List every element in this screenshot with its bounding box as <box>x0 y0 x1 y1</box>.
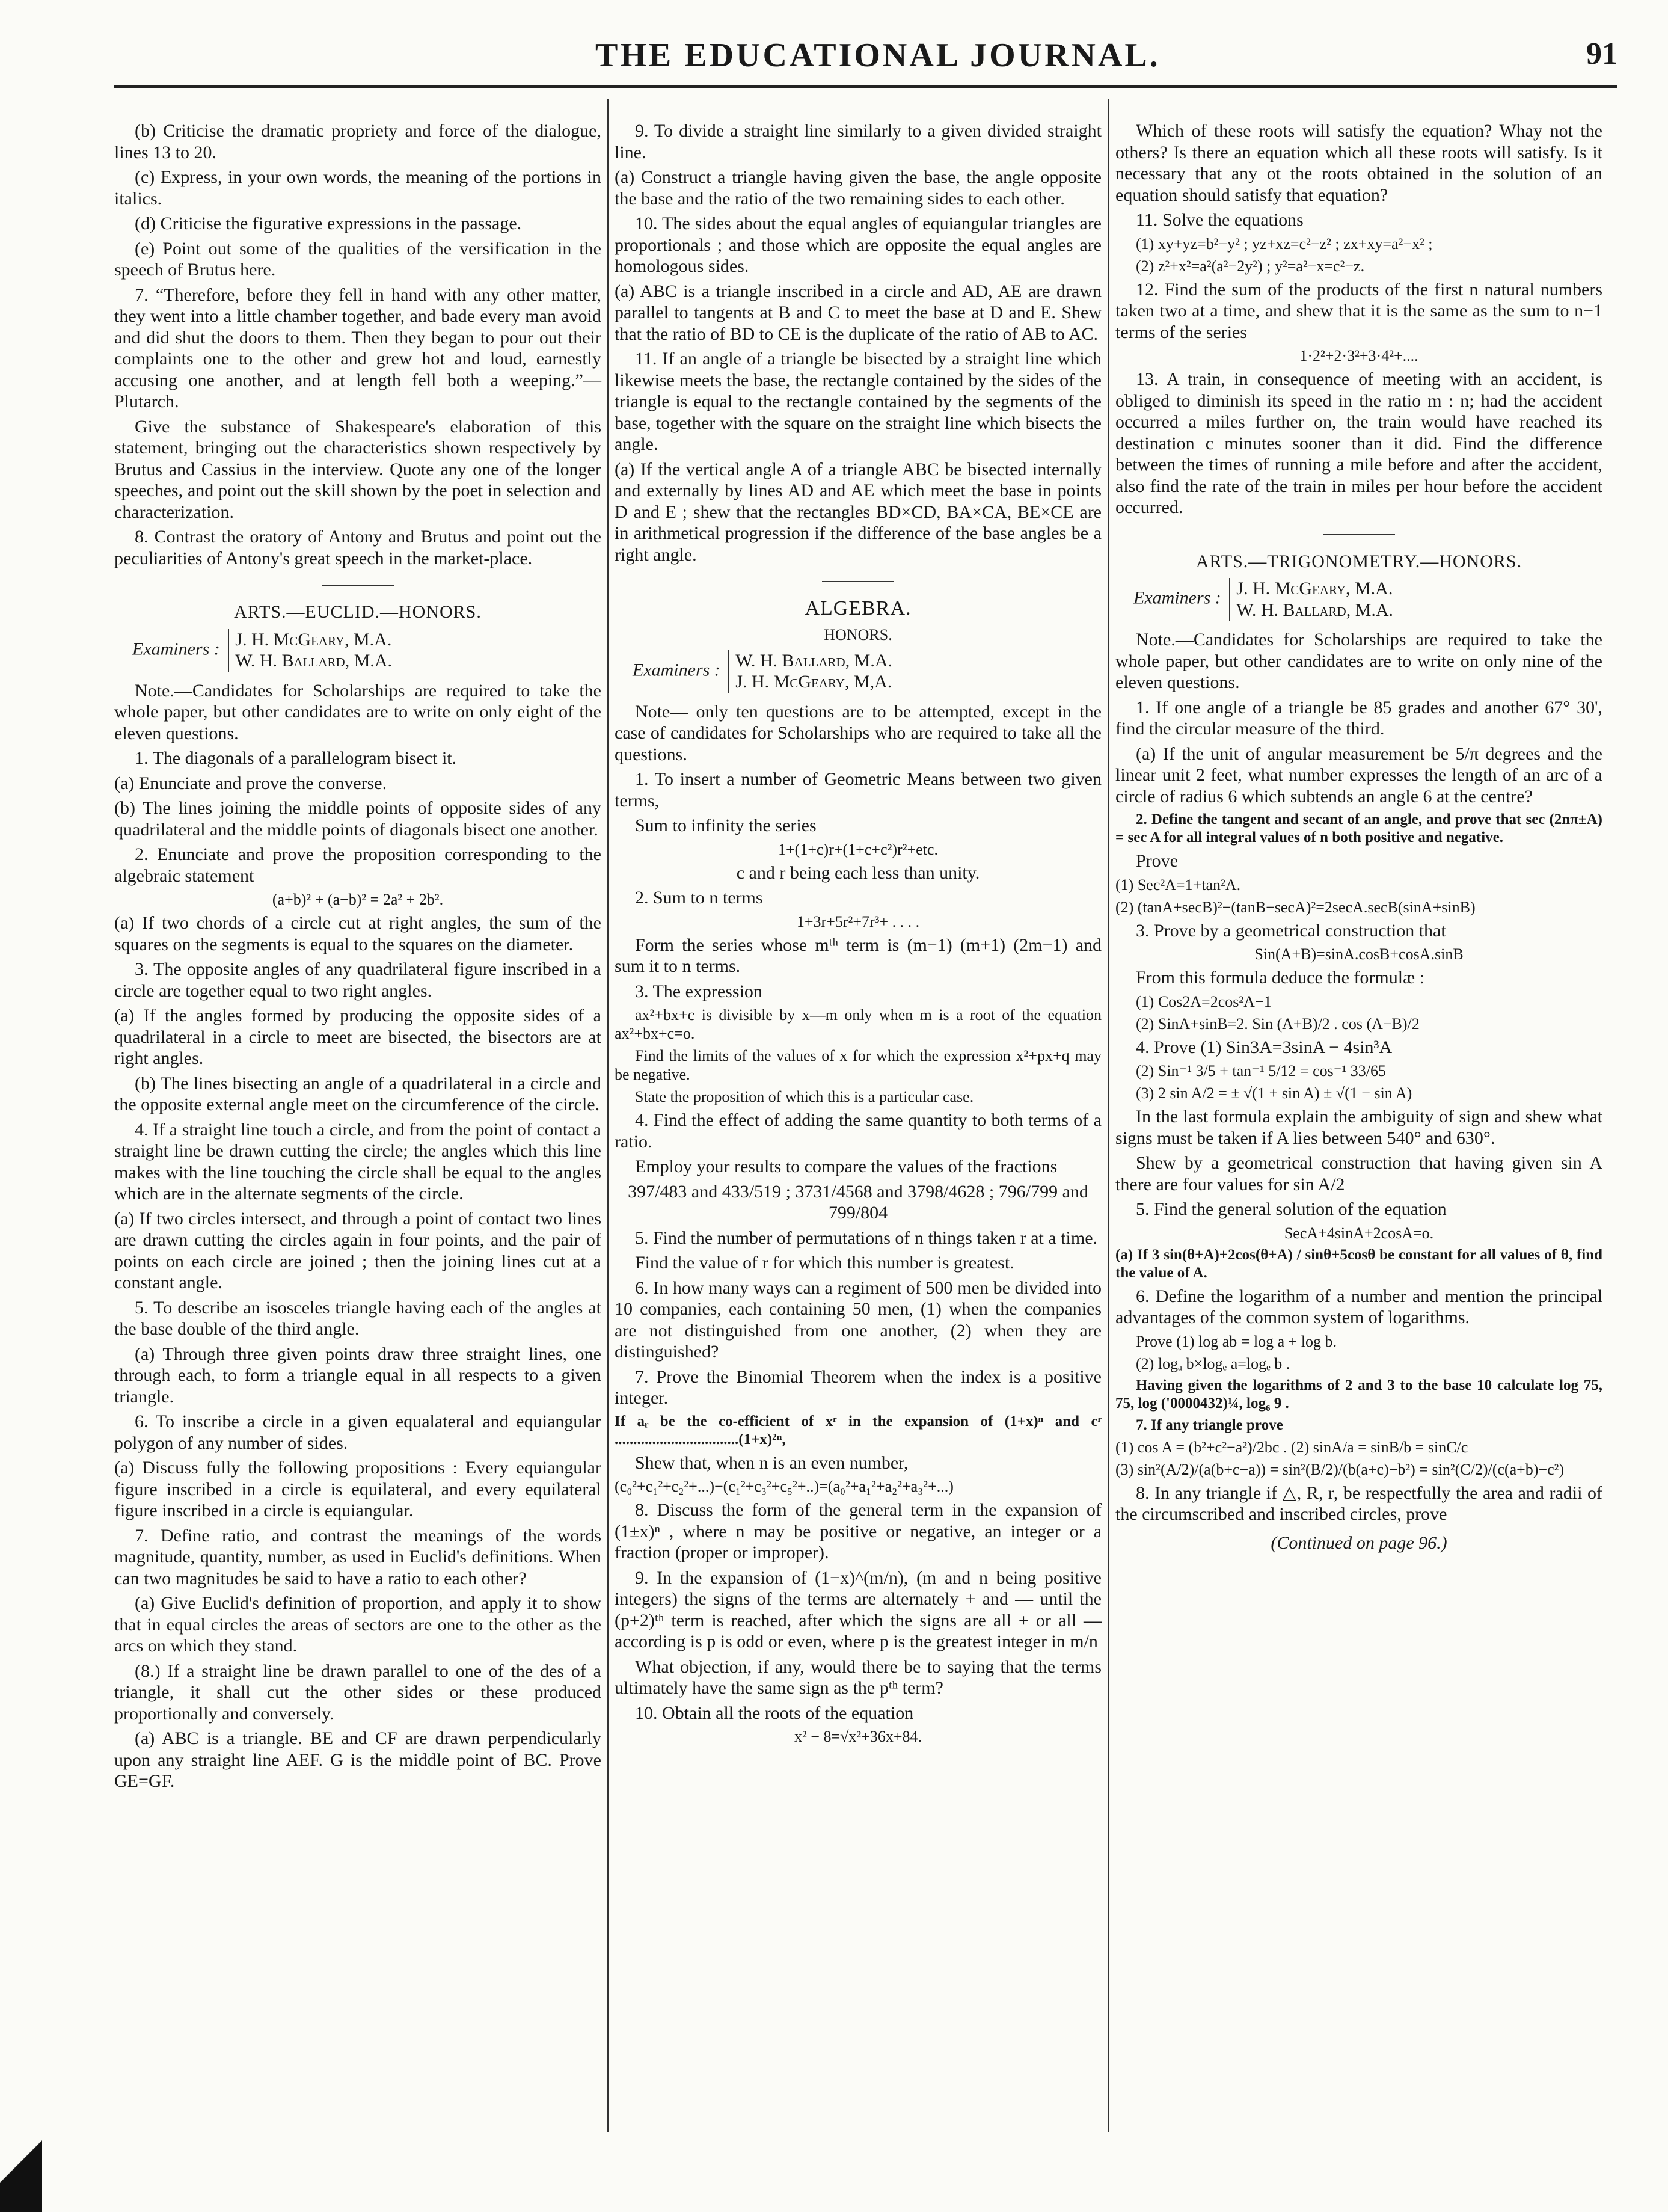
paragraph: c and r being each less than unity. <box>736 862 980 883</box>
page-header <box>114 36 1617 84</box>
paragraph: If aᵣ be the co-efficient of xʳ in the expansion of (1+x)ⁿ and cʳ .................................(1+x)²ⁿ, <box>615 1413 1102 1448</box>
formula: SecA+4sinA+2cosA=o. <box>1284 1224 1434 1242</box>
examiner-name: J. H. McGeary, M.A. <box>1236 579 1393 598</box>
paragraph: ax²+bx+c is divisible by x—m only when m is a root of the equation ax²+bx+c=o. <box>615 1006 1102 1042</box>
section-heading-algebra: ALGEBRA. <box>805 597 912 619</box>
paragraph: (a) ABC is a triangle inscribed in a circle and AD, AE are drawn parallel to tangents at B and C to meet the base at D and E. Shew that the ratio of BD to CE is the duplicate of the ratio of AB to AC. <box>615 281 1102 344</box>
column-divider-2 <box>1108 99 1109 2132</box>
formula: 1+3r+5r²+7r³+ . . . . <box>796 912 920 930</box>
fractions-row: 397/483 and 433/519 ; 3731/4568 and 3798/4628 ; 796/799 and 799/804 <box>628 1181 1088 1223</box>
paragraph: 7. If any triangle prove <box>1136 1416 1283 1433</box>
paragraph: 7. Prove the Binomial Theorem when the index is a positive integer. <box>615 1366 1102 1408</box>
formula: (3) 2 sin A/2 = ± √(1 + sin A) ± √(1 − sin A) <box>1136 1084 1412 1102</box>
formula: Prove (1) log ab = log a + log b. <box>1136 1332 1337 1350</box>
paragraph: Give the substance of Shakespeare's elaboration of this statement, bringing out the characteristics shown respectively by Brutus and Cassius in the interview. Quote any one of the longer speeches, and point out the skill shown by the poet in selection and characterization. <box>114 416 601 522</box>
paragraph: 9. In the expansion of (1−x)^(m/n), (m and n being positive integers) the signs of the terms are alternately + and — until the (p+2)ᵗʰ term is reached, after which the signs are all + or all — according is p is odd or even, where p is the greatest integer in m/n <box>615 1567 1102 1651</box>
examiner-name: J. H. McGeary, M.A. <box>235 629 392 650</box>
paragraph: Find the limits of the values of x for which the expression x²+px+q may be negative. <box>615 1047 1102 1083</box>
paragraph: (a) Give Euclid's definition of proportion, and apply it to show that in equal circles the areas of sectors are one to the other as the arcs on which they stand. <box>114 1593 601 1656</box>
examiner-name: W. H. Ballard, M.A. <box>1236 600 1394 620</box>
paragraph: (a) Construct a triangle having given the base, the angle opposite the base and the ratio of the two remaining sides to each other. <box>615 167 1102 209</box>
paragraph: 12. Find the sum of the products of the first n natural numbers taken two at a time, and shew that it is the same as the sum to n−1 terms of the series <box>1115 279 1602 342</box>
paragraph: 6. To inscribe a circle in a given equalateral and equiangular polygon of any number of sides. <box>114 1412 601 1453</box>
paragraph: State the proposition of which this is a particular case. <box>635 1088 974 1105</box>
formula: (2) (tanA+secB)²−(tanB−secA)²=2secA.secB(sinA+sinB) <box>1115 898 1476 916</box>
formula: Sin(A+B)=sinA.cosB+cosA.sinB <box>1254 945 1464 963</box>
column-1 <box>114 120 601 1796</box>
page-number: 91 <box>1586 37 1617 71</box>
paragraph: Note— only ten questions are to be attempted, except in the case of candidates for Scholarships who are required to take all the questions. <box>615 701 1102 764</box>
paragraph: 3. The expression <box>635 981 762 1001</box>
formula: 1+(1+c)r+(1+c+c²)r²+etc. <box>778 840 938 858</box>
section-heading-euclid: ARTS.—EUCLID.—HONORS. <box>234 602 482 622</box>
paragraph: 8. Discuss the form of the general term in the expansion of (1±x)ⁿ , where n may be positive or negative, an integer or a fraction (proper or improper). <box>615 1500 1102 1562</box>
paragraph: 5. To describe an isosceles triangle having each of the angles at the base double of the third angle. <box>114 1297 601 1339</box>
formula: (2) z²+x²=a²(a²−2y²) ; y²=a²−x=c²−z. <box>1136 257 1365 275</box>
paragraph: Prove <box>1136 851 1178 871</box>
paragraph: 10. The sides about the equal angles of equiangular triangles are proportionals ; and those which are opposite the equal angles are homologous sides. <box>615 214 1102 276</box>
paragraph: 13. A train, in consequence of meeting with an accident, is obliged to diminish its speed in the ratio m : n; had the accident occurred a miles further on, the train would have reached its destination c minutes sooner than it did. Find the difference between the times of running a mile before and after the accident, also find the rate of the train in miles per hour before the accident occurred. <box>1115 369 1602 517</box>
paragraph: 11. Solve the equations <box>1136 210 1304 230</box>
paragraph: (a) Discuss fully the following propositions : Every equiangular figure inscribed in a circle is equilateral, and every equilateral figure inscribed in a circle is equiangular. <box>114 1458 601 1520</box>
section-subheading: HONORS. <box>824 625 892 644</box>
header-rule <box>114 85 1617 88</box>
examiner-name: W. H. Ballard, M.A. <box>235 651 393 671</box>
paragraph: Find the value of r for which this number is greatest. <box>635 1253 1014 1273</box>
examiners-block <box>132 629 601 672</box>
paragraph: (e) Point out some of the qualities of the versification in the speech of Brutus here. <box>114 238 601 280</box>
paragraph: (a) If two chords of a circle cut at right angles, the sum of the squares on the segments is equal to the squares on the diameter. <box>114 913 601 954</box>
paragraph: 6. Define the logarithm of a number and mention the principal advantages of the common system of logarithms. <box>1115 1286 1602 1327</box>
paragraph: 2. Define the tangent and secant of an angle, and prove that sec (2nπ±A) = sec A for all integral values of n both positive and negative. <box>1115 811 1602 846</box>
examiner-names <box>1229 578 1393 621</box>
column-divider-1 <box>607 99 609 2132</box>
column-3 <box>1115 120 1602 1557</box>
formula: (2) SinA+sinB=2. Sin (A+B)/2 . cos (A−B)/2 <box>1136 1015 1420 1033</box>
formula: (3) sin²(A/2)/(a(b+c−a)) = sin²(B/2)/(b(a+c)−b²) = sin²(C/2)/(c(a+b)−c²) <box>1115 1460 1565 1478</box>
paragraph: Shew that, when n is an even number, <box>635 1452 909 1473</box>
paragraph: Note.—Candidates for Scholarships are required to take the whole paper, but other candidates are to write on only eight of the eleven questions. <box>114 680 601 743</box>
paragraph: (a) If the angles formed by producing the opposite sides of a quadrilateral in a circle to meet are bisected, the bisectors are at right angles. <box>114 1006 601 1068</box>
paragraph: Employ your results to compare the values of the fractions <box>635 1157 1058 1176</box>
paragraph: (a) Enunciate and prove the converse. <box>114 773 387 793</box>
paragraph: (a) If the unit of angular measurement be 5/π degrees and the linear unit 2 feet, what number expresses the length of an arc of a circle of radius 6 which subtends an angle 6 at the centre? <box>1115 743 1602 806</box>
examiners-label: Examiners : <box>132 638 220 659</box>
paragraph: (b) The lines joining the middle points of opposite sides of any quadrilateral and the middle points of diagonals bisect one another. <box>114 798 601 840</box>
paragraph: 10. Obtain all the roots of the equation <box>635 1703 914 1723</box>
formula: (c₀²+c₁²+c₂²+...)−(c₁²+c₃²+c₅²+..)=(a₀²+a₁²+a₂²+a₃²+...) <box>615 1478 954 1495</box>
paragraph: 11. If an angle of a triangle be bisected by a straight line which likewise meets the base, the rectangle contained by the sides of the triangle is equal to the rectangle contained by the segments of the base, together with the square on the straight line which bisects the angle. <box>615 349 1102 454</box>
paragraph: 4. If a straight line touch a circle, and from the point of contact a straight line be drawn cutting the circle; the angles which this line makes with the line touching the circle shall be equal to the angles which are in the alternate segments of the circle. <box>114 1119 601 1203</box>
formula: (2) logₐ b×logₑ a=logₑ b . <box>1136 1354 1290 1372</box>
section-heading-trigonometry: ARTS.—TRIGONOMETRY.—HONORS. <box>1195 551 1522 571</box>
paragraph: Having given the logarithms of 2 and 3 to the base 10 calculate log 75, 75, log ('0000432)¼, log₆ 9 . <box>1115 1377 1602 1412</box>
paragraph: Shew by a geometrical construction that having given sin A there are four values for sin A/2 <box>1115 1153 1602 1194</box>
paragraph: (d) Criticise the figurative expressions in the passage. <box>135 214 522 233</box>
paragraph: 3. The opposite angles of any quadrilateral figure inscribed in a circle are together equal to two right angles. <box>114 959 601 1001</box>
paragraph: 7. Define ratio, and contrast the meanings of the words magnitude, quantity, number, as used in Euclid's definitions. When can two magnitudes be said to have a ratio to each other? <box>114 1525 601 1588</box>
formula: 1·2²+2·3²+3·4²+.... <box>1299 347 1418 364</box>
paragraph: Which of these roots will satisfy the equation? Whay not the others? Is there an equation which all these roots will satisfy. Is it necessary that any ot the roots obtained in the solution of an equation should satisfy that equation? <box>1115 121 1602 205</box>
paragraph: (b) The lines bisecting an angle of a quadrilateral in a circle and the opposite external angle meet on the circumference of the circle. <box>114 1073 601 1114</box>
paragraph: 2. Enunciate and prove the proposition corresponding to the algebraic statement <box>114 844 601 886</box>
examiner-names <box>728 650 892 693</box>
paragraph: 8. Contrast the oratory of Antony and Brutus and point out the peculiarities of Antony's great speech in the market-place. <box>114 527 601 568</box>
paragraph: 1. To insert a number of Geometric Means between two given terms, <box>615 769 1102 811</box>
examiner-names <box>228 629 392 672</box>
examiners-label: Examiners : <box>633 659 720 680</box>
paragraph: 1. The diagonals of a parallelogram bisect it. <box>135 748 457 768</box>
paragraph: (a) If 3 sin(θ+A)+2cos(θ+A) / sinθ+5cosθ be constant for all values of θ, find the value of A. <box>1115 1246 1602 1281</box>
examiner-name: J. H. McGeary, M,A. <box>735 672 892 692</box>
formula: (1) Sec²A=1+tan²A. <box>1115 876 1241 894</box>
paragraph: (a) If the vertical angle A of a triangle ABC be bisected internally and externally by lines AD and AE which meet the base in points D and E ; shew that the rectangles BD×CD, BA×CA, BE×CE are in arithmetical progression if the difference of the base angles be a right angle. <box>615 459 1102 565</box>
section-rule <box>1323 534 1395 535</box>
journal-title: THE EDUCATIONAL JOURNAL. <box>595 37 1161 74</box>
paragraph: (8.) If a straight line be drawn parallel to one of the des of a triangle, it shall cut the other sides or these produced proportionally and conversely. <box>114 1661 601 1724</box>
formula: (2) Sin⁻¹ 3/5 + tan⁻¹ 5/12 = cos⁻¹ 33/65 <box>1136 1062 1386 1080</box>
paragraph: 2. Sum to n terms <box>635 888 763 908</box>
paragraph: Sum to infinity the series <box>635 816 817 835</box>
formula: (a+b)² + (a−b)² = 2a² + 2b². <box>272 891 444 908</box>
examiner-name: W. H. Ballard, M.A. <box>735 650 893 671</box>
formula: (1) Cos2A=2cos²A−1 <box>1136 992 1272 1010</box>
paragraph: (b) Criticise the dramatic propriety and force of the dialogue, lines 13 to 20. <box>114 121 601 162</box>
paragraph: 5. Find the number of permutations of n things taken r at a time. <box>635 1227 1098 1248</box>
paragraph: 7. “Therefore, before they fell in hand with any other matter, they went into a little chamber together, and bade every man avoid and did shut the doors to them. Then they began to pour out their complaints one to the other and grew hot and loud, earnestly accusing one another, and at length fell both a weeping.”—Plutarch. <box>114 284 601 411</box>
column-2 <box>615 120 1102 1750</box>
paragraph: 9. To divide a straight line similarly to a given divided straight line. <box>615 121 1102 162</box>
paragraph: 4. Find the effect of adding the same quantity to both terms of a ratio. <box>615 1110 1102 1152</box>
paragraph: From this formula deduce the formulæ : <box>1136 968 1424 988</box>
formula: (1) xy+yz=b²−y² ; yz+xz=c²−z² ; zx+xy=a²−x² ; <box>1136 235 1433 253</box>
section-rule <box>322 585 394 586</box>
paragraph: 4. Prove (1) Sin3A=3sinA − 4sin³A <box>1136 1037 1393 1057</box>
paragraph: 3. Prove by a geometrical construction that <box>1136 920 1446 941</box>
paragraph: (a) If two circles intersect, and through a point of contact two lines are drawn cutting the circles again in four points, and the pair of points on each circle are joined ; then the joining lines cut at a constant angle. <box>114 1208 601 1292</box>
paragraph: Form the series whose mᵗʰ term is (m−1) (m+1) (2m−1) and sum it to n terms. <box>615 935 1102 976</box>
continued-note: (Continued on page 96.) <box>1271 1532 1447 1553</box>
paragraph: 1. If one angle of a triangle be 85 grades and another 67° 30', find the circular measure of the third. <box>1115 697 1602 739</box>
formula: x² − 8=√x²+36x+84. <box>794 1728 922 1745</box>
examiners-block <box>633 650 1102 693</box>
paragraph: (a) ABC is a triangle. BE and CF are drawn perpendicularly upon any straight line AEF. G is the middle point of BC. Prove GE=GF. <box>114 1728 601 1791</box>
paragraph: In the last formula explain the ambiguity of sign and shew what signs must be taken if A lies between 540° and 630°. <box>1115 1107 1602 1148</box>
section-rule <box>822 581 894 582</box>
scan-edge-mark <box>0 2134 42 2212</box>
paragraph: What objection, if any, would there be to saying that the terms ultimately have the same sign as the pᵗʰ term? <box>615 1656 1102 1698</box>
examiners-label: Examiners : <box>1133 588 1221 608</box>
formula: (1) cos A = (b²+c²−a²)/2bc . (2) sinA/a = sinB/b = sinC/c <box>1115 1438 1468 1456</box>
paragraph: 5. Find the general solution of the equation <box>1136 1199 1447 1219</box>
examiners-block <box>1133 578 1602 621</box>
paragraph: Note.—Candidates for Scholarships are required to take the whole paper, but other candidates are to write on only nine of the eleven questions. <box>1115 630 1602 692</box>
paragraph: 8. In any triangle if △, R, r, be respectfully the area and radii of the circumscribed and inscribed circles, prove <box>1115 1482 1602 1524</box>
paragraph: (a) Through three given points draw three straight lines, one through each, to form a triangle equal in all respects to a given triangle. <box>114 1344 601 1407</box>
paragraph: (c) Express, in your own words, the meaning of the portions in italics. <box>114 167 601 209</box>
paragraph: 6. In how many ways can a regiment of 500 men be divided into 10 companies, each containing 50 men, (1) when the companies are not distinguished from one another, (2) when they are distinguished? <box>615 1277 1102 1362</box>
